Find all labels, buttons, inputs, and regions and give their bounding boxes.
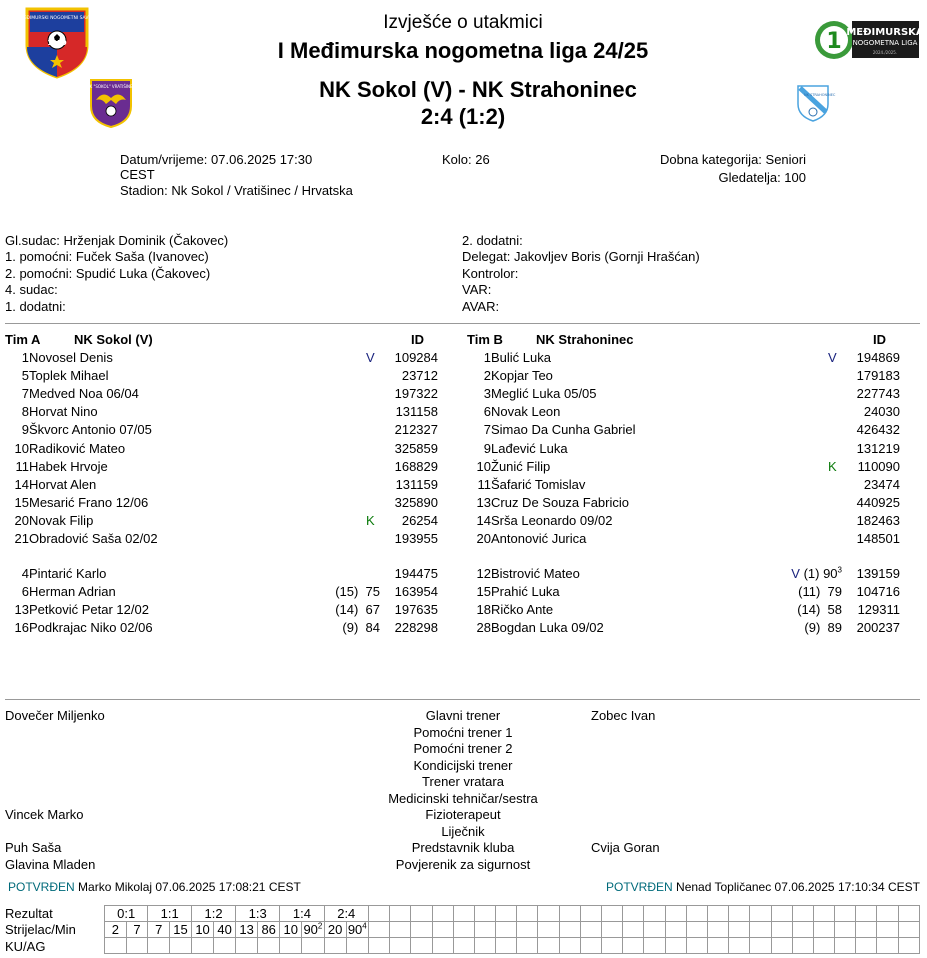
staff-role: Medicinski tehničar/sestra [388, 790, 538, 806]
player-number: 6 [21, 584, 29, 599]
empty-cell [898, 906, 919, 922]
player-id: 325859 [394, 440, 438, 456]
player-id: 131158 [395, 404, 438, 420]
league-logo-season: 2024./2025. [872, 50, 898, 55]
league-logo-number: 1 [826, 29, 842, 54]
substitution-minute: (14) 67 [335, 602, 380, 617]
player-name: Medved Noa 06/04 [29, 386, 139, 402]
substitution-minute: (9) 89 [804, 620, 842, 635]
player-name: Obradović Saša 02/02 [29, 531, 158, 546]
empty-cell [877, 922, 898, 938]
player-id: 194869 [856, 350, 900, 365]
player-number: 18 [476, 602, 491, 617]
player-id: 131159 [395, 476, 438, 492]
scorer-number: 7 [148, 922, 170, 938]
player-number: 9 [21, 422, 29, 438]
player-id: 148501 [856, 531, 900, 546]
empty-cell [432, 906, 453, 922]
player-number: 15 [476, 584, 491, 599]
empty-cell [148, 938, 170, 954]
player-number: 14 [14, 476, 29, 492]
confirm-left [8, 880, 301, 894]
away-crest-text: NK STRAHONINEC [804, 93, 836, 97]
player-number: 7 [21, 386, 29, 402]
row-label-scorer: Strijelac/Min [5, 922, 76, 937]
team-a-id-header: ID [411, 332, 424, 347]
empty-cell [105, 938, 127, 954]
player-id: 212327 [394, 422, 438, 438]
player-name: Radiković Mateo [29, 440, 126, 456]
empty-cell [877, 906, 898, 922]
row-label-cards: KU/AG [5, 939, 46, 954]
empty-cell [517, 938, 538, 954]
match-round: Kolo: 26 [442, 152, 490, 167]
goal-minute-value: 86 [261, 922, 276, 937]
empty-cell [750, 922, 771, 938]
empty-cell [707, 938, 728, 954]
empty-cell [898, 922, 919, 938]
goal-minute-value: 40 [217, 922, 232, 937]
player-id: 193955 [394, 531, 438, 546]
player-number: 15 [14, 494, 29, 510]
staff-role: Glavni trener [425, 708, 501, 723]
player-name: Lađević Luka [491, 440, 568, 456]
empty-cell [432, 938, 453, 954]
player-name: Simao Da Cunha Gabriel [491, 422, 636, 438]
player-id: 426432 [856, 422, 900, 438]
player-name: Novosel Denis [29, 350, 113, 365]
empty-cell [496, 922, 517, 938]
empty-cell [517, 922, 538, 938]
empty-cell [126, 938, 148, 954]
player-id: 325890 [394, 494, 438, 510]
substitution-info [716, 602, 842, 617]
player-number: 12 [476, 566, 491, 581]
league-logo [814, 20, 924, 60]
empty-cell [559, 938, 580, 954]
goal-minute [126, 922, 148, 938]
empty-cell [324, 938, 346, 954]
goal-minute [258, 922, 280, 938]
player-number: 7 [483, 422, 491, 438]
home-staff-name: Dovečer Miljenko [5, 708, 105, 723]
empty-cell [856, 906, 877, 922]
official-right-0: 2. dodatni: [462, 233, 523, 248]
empty-cell [538, 906, 559, 922]
team-a-name: NK Sokol (V) [74, 332, 153, 347]
staff-role: Predstavnik kluba [411, 840, 515, 855]
substitution-minute: (15) 75 [335, 584, 380, 599]
empty-cell [602, 922, 623, 938]
player-id: 163954 [394, 584, 438, 599]
score-row [105, 906, 920, 922]
player-number: 21 [14, 531, 29, 546]
empty-cell [602, 938, 623, 954]
empty-cell [346, 938, 368, 954]
player-id: 440925 [856, 494, 900, 510]
score-cell: 1:4 [280, 906, 324, 922]
player-number: 10 [14, 440, 29, 456]
player-id: 24030 [863, 404, 900, 420]
player-number: 28 [476, 620, 491, 635]
empty-cell [750, 938, 771, 954]
player-id: 23474 [863, 476, 900, 492]
league-logo-text: MEĐIMURSKA [846, 27, 924, 38]
scorer-number: 10 [192, 922, 214, 938]
player-id: 200237 [856, 620, 900, 635]
league-title: I Međimurska nogometna liga 24/25 [277, 38, 649, 63]
empty-cell [474, 906, 495, 922]
player-id: 182463 [856, 512, 900, 528]
empty-cell [792, 938, 813, 954]
empty-cell [411, 922, 432, 938]
goal-minute-value: 90 [347, 922, 363, 937]
player-number: 14 [476, 512, 491, 528]
report-title: Izvješće o utakmici [383, 12, 543, 33]
player-name: Ričko Ante [491, 602, 554, 617]
player-number: 3 [483, 386, 491, 402]
empty-cell [559, 922, 580, 938]
player-number: 2 [483, 368, 491, 384]
substitution-info [254, 620, 380, 635]
score-cell: 1:3 [236, 906, 280, 922]
confirm-left-text: Marko Mikolaj 07.06.2025 17:08:21 CEST [78, 880, 301, 894]
empty-cell [771, 922, 792, 938]
empty-cell [258, 938, 280, 954]
goal-minute-value: 15 [173, 922, 188, 937]
empty-cell [729, 938, 750, 954]
empty-cell [665, 906, 686, 922]
empty-cell [411, 906, 432, 922]
away-team-crest [796, 84, 836, 122]
home-staff-name: Vincek Marko [5, 807, 84, 822]
player-number: 11 [477, 476, 491, 492]
staff-role: Trener vratara [422, 774, 504, 789]
goal-minute-value: 90 [303, 922, 318, 937]
staff-role: Fizioterapeut [425, 807, 501, 822]
empty-cell [517, 906, 538, 922]
player-id: 179183 [856, 368, 900, 384]
empty-cell [538, 938, 559, 954]
player-number: 4 [21, 566, 29, 581]
empty-cell [623, 938, 644, 954]
home-staff-name: Puh Saša [5, 840, 62, 855]
player-name: Podkrajac Niko 02/06 [29, 620, 153, 635]
team-b-name: NK Strahoninec [536, 332, 634, 347]
empty-cell [686, 938, 707, 954]
empty-cell [390, 922, 411, 938]
age-category: Dobna kategorija: Seniori [660, 152, 806, 167]
goal-minute [169, 922, 191, 938]
official-right-1: Delegat: Jakovljev Boris (Gornji Hrašćan) [462, 249, 700, 264]
empty-cell [644, 922, 665, 938]
cards-row [105, 938, 920, 954]
empty-cell [835, 906, 856, 922]
scorer-row [105, 922, 920, 938]
substitution-minute: (9) 84 [342, 620, 380, 635]
empty-cell [368, 906, 389, 922]
team-b-label: Tim B [467, 332, 503, 347]
score-cell: 1:1 [148, 906, 192, 922]
substitution-info [716, 584, 842, 599]
row-label-result: Rezultat [5, 906, 53, 921]
federation-logo [19, 5, 95, 79]
player-name: Kopjar Teo [491, 368, 553, 384]
player-name: Bulić Luka [491, 350, 551, 365]
goal-minute [214, 922, 236, 938]
goalkeeper-marker: V [791, 566, 800, 581]
substitution-info [254, 584, 380, 599]
empty-cell [538, 922, 559, 938]
player-id: 227743 [856, 386, 900, 402]
player-name: Šafarić Tomislav [491, 476, 586, 492]
player-name: Antonović Jurica [491, 531, 587, 546]
substitution-info [254, 602, 380, 617]
scorer-number: 20 [324, 922, 346, 938]
away-staff-name: Zobec Ivan [591, 708, 656, 723]
player-id: 131219 [856, 440, 900, 456]
player-name: Toplek Mihael [29, 368, 109, 384]
player-id: 228298 [394, 620, 438, 635]
match-timezone: CEST [120, 167, 155, 182]
empty-cell [192, 938, 214, 954]
official-left-1: 1. pomoćni: Fuček Saša (Ivanovec) [5, 249, 209, 264]
player-id: 104716 [856, 584, 900, 599]
empty-cell [496, 938, 517, 954]
federation-logo-text: MEĐIMURSKI NOGOMETNI SAVEZ [19, 16, 95, 21]
score-cell: 0:1 [105, 906, 148, 922]
empty-cell [390, 938, 411, 954]
empty-cell [644, 938, 665, 954]
staff-role: Liječnik [441, 823, 485, 839]
scorer-number: 10 [280, 922, 302, 938]
empty-cell [877, 938, 898, 954]
empty-cell [580, 922, 601, 938]
player-number: 20 [476, 531, 491, 546]
empty-cell [665, 922, 686, 938]
player-id: 110090 [857, 458, 900, 474]
empty-cell [792, 906, 813, 922]
substitution-info [716, 620, 842, 635]
empty-cell [835, 922, 856, 938]
official-left-4: 1. dodatni: [5, 299, 66, 314]
empty-cell [474, 922, 495, 938]
substitution-minute: (14) 58 [797, 602, 842, 617]
substitution-minute: (1) 90 [803, 566, 838, 581]
empty-cell [813, 906, 834, 922]
empty-cell [686, 922, 707, 938]
player-number: 10 [476, 458, 491, 474]
player-name: Bistrović Mateo [491, 566, 580, 581]
stoppage-time: 3 [837, 565, 842, 575]
empty-cell [623, 922, 644, 938]
official-left-0: Gl.sudac: Hrženjak Dominik (Čakovec) [5, 233, 229, 248]
spectators: Gledatelja: 100 [718, 170, 806, 185]
player-id: 109284 [394, 350, 438, 365]
divider [5, 699, 920, 700]
player-id: 197322 [394, 386, 438, 402]
player-name: Škvorc Antonio 07/05 [29, 422, 152, 438]
match-title: NK Sokol (V) - NK Strahoninec [319, 77, 637, 102]
player-number: 13 [476, 494, 491, 510]
captain-marker: K [828, 458, 837, 474]
player-name: Horvat Nino [29, 404, 98, 420]
empty-cell [856, 938, 877, 954]
empty-cell [729, 906, 750, 922]
player-id: 194475 [394, 566, 438, 581]
player-name: Bogdan Luka 09/02 [491, 620, 604, 635]
empty-cell [835, 938, 856, 954]
player-id: 197635 [394, 602, 438, 617]
player-name: Prahić Luka [491, 584, 560, 599]
empty-cell [368, 938, 389, 954]
goalkeeper-marker: V [366, 350, 375, 365]
player-number: 6 [483, 404, 491, 420]
empty-cell [750, 906, 771, 922]
empty-cell [729, 922, 750, 938]
substitution-minute: (11) 79 [798, 584, 842, 599]
player-name: Žunić Filip [491, 458, 551, 474]
captain-marker: K [366, 512, 375, 528]
player-name: Horvat Alen [29, 476, 97, 492]
empty-cell [302, 938, 324, 954]
league-logo-subtext: NOGOMETNA LIGA [852, 39, 918, 47]
empty-cell [453, 922, 474, 938]
empty-cell [453, 906, 474, 922]
player-id: 129311 [857, 602, 900, 617]
empty-cell [580, 938, 601, 954]
player-id: 23712 [401, 368, 438, 384]
result-table [104, 905, 920, 954]
empty-cell [856, 922, 877, 938]
confirm-left-status: POTVRĐEN [8, 880, 75, 894]
player-name: Pintarić Karlo [29, 566, 107, 581]
goalkeeper-marker: V [828, 350, 837, 365]
match-stadium: Stadion: Nk Sokol / Vratišinec / Hrvatska [120, 183, 353, 198]
player-name: Novak Leon [491, 404, 561, 420]
official-right-4: AVAR: [462, 299, 500, 314]
empty-cell [432, 922, 453, 938]
empty-cell [686, 906, 707, 922]
confirm-right-status: POTVRĐEN [606, 880, 673, 894]
federation-logo-year: 1959 [47, 39, 67, 47]
player-number: 9 [483, 440, 491, 456]
empty-cell [559, 906, 580, 922]
empty-cell [707, 922, 728, 938]
stoppage-time: 4 [362, 921, 367, 931]
empty-cell [644, 906, 665, 922]
empty-cell [368, 922, 389, 938]
scorer-number: 2 [105, 922, 127, 938]
player-name: Cruz De Souza Fabricio [491, 494, 629, 510]
player-name: Herman Adrian [29, 584, 116, 599]
match-datetime: Datum/vrijeme: 07.06.2025 17:30 [120, 152, 313, 167]
empty-cell [236, 938, 258, 954]
empty-cell [707, 906, 728, 922]
substitution-info [716, 566, 842, 581]
empty-cell [623, 906, 644, 922]
score-cell: 1:2 [192, 906, 236, 922]
empty-cell [280, 938, 302, 954]
player-name: Srša Leonardo 09/02 [491, 512, 613, 528]
empty-cell [496, 906, 517, 922]
empty-cell [169, 938, 191, 954]
empty-cell [771, 906, 792, 922]
home-crest-text: NK "SOKOL" VRATIŠINEC [86, 84, 136, 89]
empty-cell [813, 922, 834, 938]
player-number: 13 [14, 602, 29, 617]
score-cell: 2:4 [324, 906, 368, 922]
stoppage-time: 2 [317, 921, 323, 931]
player-number: 5 [21, 368, 29, 384]
player-id: 168829 [394, 458, 438, 474]
empty-cell [474, 938, 495, 954]
empty-cell [665, 938, 686, 954]
empty-cell [453, 938, 474, 954]
empty-cell [813, 938, 834, 954]
official-right-2: Kontrolor: [462, 266, 519, 281]
player-name: Novak Filip [29, 512, 94, 528]
official-left-3: 4. sudac: [5, 282, 58, 297]
confirm-right [606, 880, 920, 894]
home-team-crest [88, 78, 134, 128]
player-name: Habek Hrvoje [29, 458, 108, 474]
player-number: 16 [14, 620, 29, 635]
match-score: 2:4 (1:2) [420, 104, 506, 129]
team-b-id-header: ID [873, 332, 886, 347]
player-id: 139159 [856, 566, 900, 581]
staff-role: Pomoćni trener 1 [413, 724, 513, 740]
empty-cell [792, 922, 813, 938]
away-staff-name: Cvija Goran [591, 840, 660, 855]
empty-cell [390, 906, 411, 922]
goal-minute-value: 7 [133, 922, 141, 937]
staff-role: Pomoćni trener 2 [413, 741, 513, 756]
staff-role: Kondicijski trener [413, 757, 513, 773]
divider [5, 323, 920, 324]
scorer-number: 13 [236, 922, 258, 938]
goal-minute [302, 922, 324, 938]
empty-cell [580, 906, 601, 922]
official-left-2: 2. pomoćni: Spudić Luka (Čakovec) [5, 266, 211, 281]
empty-cell [771, 938, 792, 954]
staff-role: Povjerenik za sigurnost [395, 856, 531, 872]
goal-minute [346, 922, 368, 938]
player-name: Mesarić Frano 12/06 [29, 494, 149, 510]
player-name: Petković Petar 12/02 [29, 602, 149, 617]
player-number: 11 [15, 458, 29, 474]
empty-cell [898, 938, 919, 954]
official-right-3: VAR: [462, 282, 492, 297]
player-number: 20 [14, 512, 29, 528]
player-name: Meglić Luka 05/05 [491, 386, 597, 402]
player-id: 26254 [401, 512, 438, 528]
empty-cell [411, 938, 432, 954]
confirm-right-text: Nenad Topličanec 07.06.2025 17:10:34 CEST [676, 880, 920, 894]
empty-cell [214, 938, 236, 954]
team-a-label: Tim A [5, 332, 41, 347]
home-staff-name: Glavina Mladen [5, 856, 96, 872]
empty-cell [602, 906, 623, 922]
player-number: 1 [21, 350, 29, 365]
player-number: 8 [21, 404, 29, 420]
player-number: 1 [483, 350, 491, 365]
